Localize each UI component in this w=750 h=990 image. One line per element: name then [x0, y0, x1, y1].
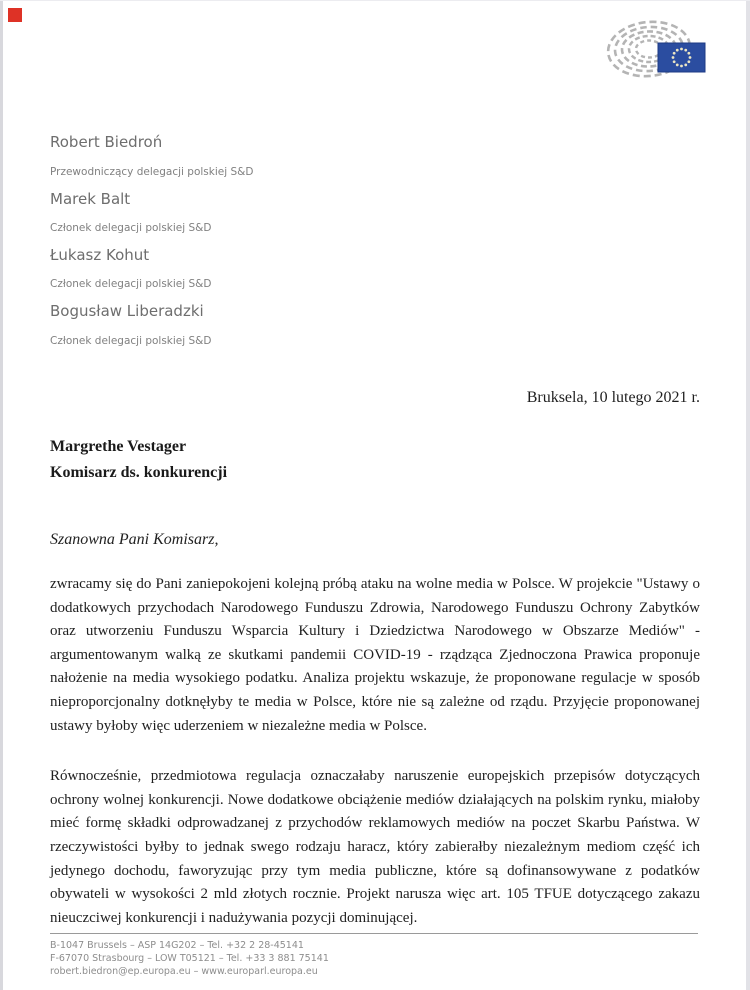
footer-rule: [50, 933, 698, 934]
signatory-title: Członek delegacji polskiej S&D: [50, 278, 212, 290]
recipient-title: Komisarz ds. konkurencji: [50, 464, 228, 481]
footer-address-line: B-1047 Brussels – ASP 14G202 – Tel. +32 2 28-45141: [50, 940, 304, 951]
body-paragraph: Równocześnie, przedmiotowa regulacja oznaczałaby naruszenie europejskich przepisów dotyczących ochrony wolnej konkurencji. Nowe dodatkowe obciążenie mediów działających na polskim rynku, miałoby mieć formę składki odprowadzanej z przychodów reklamowych mediów na poczet Skarbu Państwa. W rzeczywistości byłby to jednak swego rodzaju haracz, który zabierałby niezależnym mediom część ich jedynego dochodu, faworyzując przy tym media publiczne, które są dofinansowywane z podatków obywateli w wysokości 2 mld złotych rocznie. Projekt narusza więc art. 105 TFUE dotyczącego zakazu nieuczciwej konkurencji i nadużywania pozycji dominującej.: [50, 768, 700, 926]
red-square-marker: [8, 8, 22, 22]
scan-edge-left: [0, 0, 3, 990]
recipient-name: Margrethe Vestager: [50, 438, 187, 455]
body-paragraph: zwracamy się do Pani zaniepokojeni kolejną próbą ataku na wolne media w Polsce. W projekcie "Ustawy o dodatkowych przychodach Narodowego Funduszu Zdrowia, Narodowego Funduszu Ochrony Zabytków oraz utworzeniu Funduszu Wsparcia Kultury i Dziedzictwa Narodowego w Obszarze Mediów" - argumentowanym walką ze skutkami pandemii COVID-19 - rządząca Zjednoczona Prawica proponuje nałożenie na media wysokiego podatku. Analiza projektu wskazuje, że proponowane regulacje w sposób nieproporcjonalny dotknęłyby te media w Polsce, które nie są zależne od rządu. Przyjęcie proponowanej ustawy byłoby więc uderzeniem w niezależne media w Polsce.: [50, 576, 700, 734]
signatory-name: Łukasz Kohut: [50, 246, 150, 264]
footer-address-line: F-67070 Strasbourg – LOW T05121 – Tel. +33 3 881 75141: [50, 953, 329, 964]
date-line: Bruksela, 10 lutego 2021 r.: [526, 389, 700, 406]
footer-contact-line: robert.biedron@ep.europa.eu – www.europarl.europa.eu: [50, 966, 318, 977]
signatory-title: Członek delegacji polskiej S&D: [50, 222, 212, 234]
signatory-name: Marek Balt: [50, 190, 131, 208]
signatory-name: Robert Biedroń: [50, 133, 163, 151]
european-parliament-logo: [605, 18, 715, 88]
signatory-name: Bogusław Liberadzki: [50, 302, 204, 320]
recipient-block: [50, 434, 227, 486]
salutation: Szanowna Pani Komisarz,: [50, 531, 219, 548]
letter-body: [50, 573, 700, 930]
scan-edge-right: [746, 0, 750, 990]
scan-edge-top: [0, 0, 750, 1]
hemicycle-flag-icon: [605, 18, 715, 83]
letter-footer: [50, 933, 698, 978]
signatory-title: Przewodniczący delegacji polskiej S&D: [50, 166, 254, 178]
signatory-title: Członek delegacji polskiej S&D: [50, 335, 212, 347]
